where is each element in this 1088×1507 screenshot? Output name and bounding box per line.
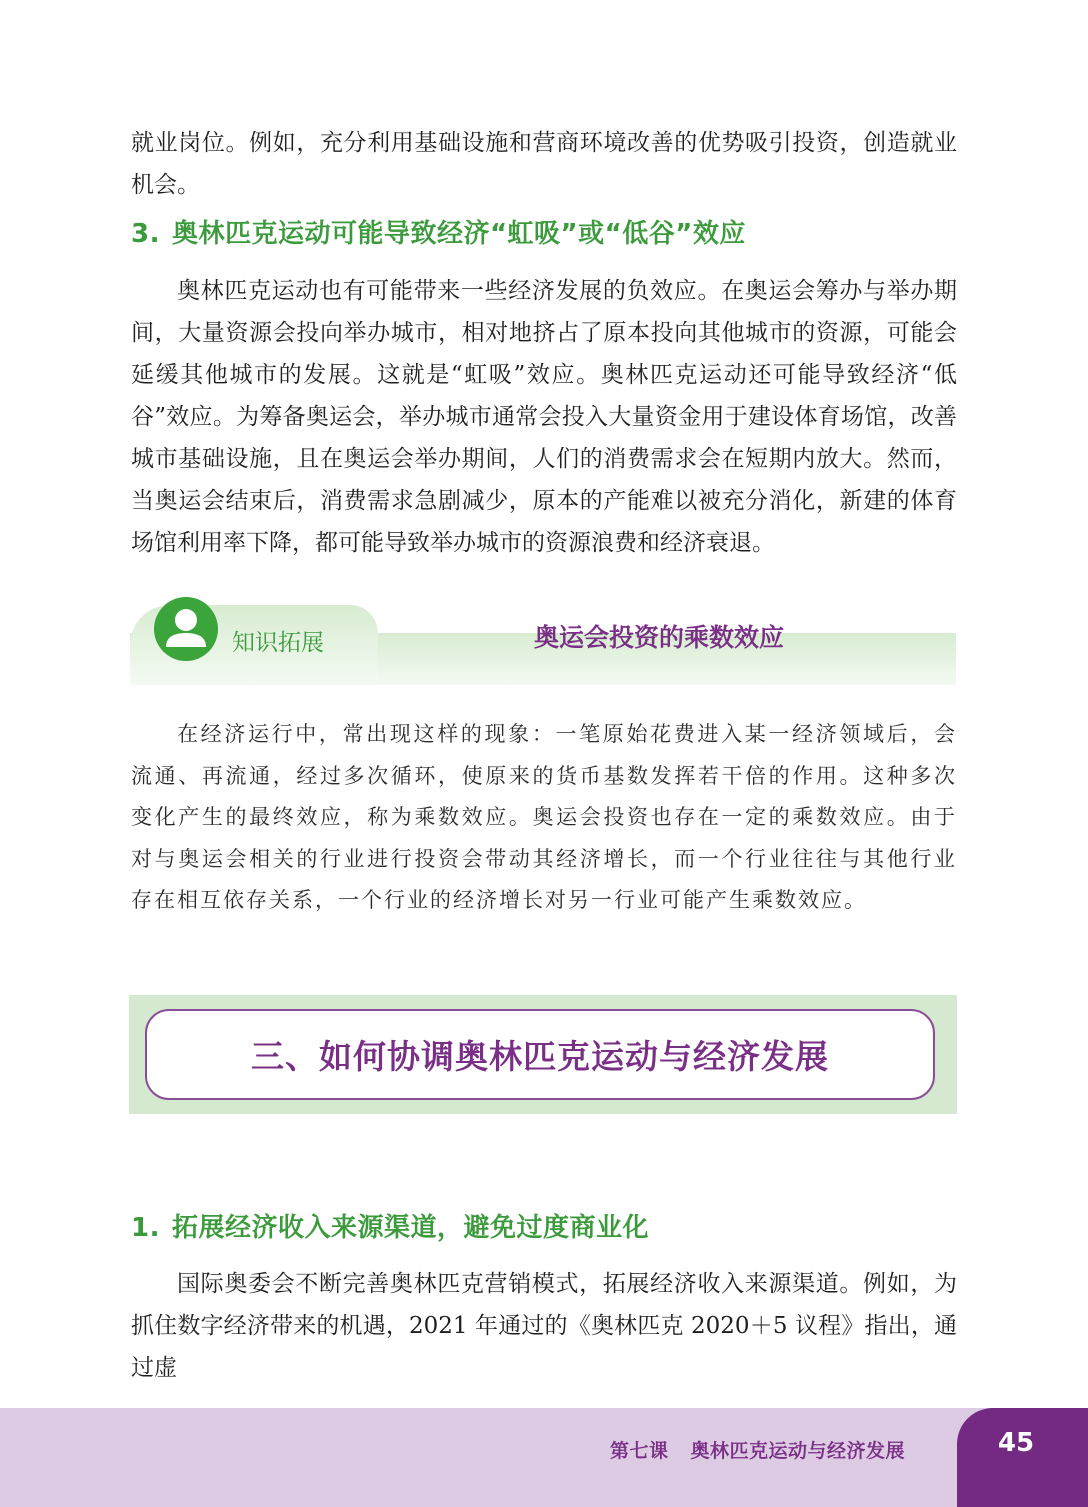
section-heading-1 bbox=[131, 1207, 649, 1244]
person-icon bbox=[154, 597, 218, 661]
footer-lesson: 第七课 bbox=[609, 1440, 669, 1462]
footer-lesson-title: 奥林匹克运动与经济发展 bbox=[690, 1440, 905, 1462]
section-heading-3 bbox=[131, 213, 746, 250]
heading-text: 奥林匹克运动可能导致经济“虹吸”或“低谷”效应 bbox=[171, 219, 746, 249]
page-footer bbox=[0, 1408, 1088, 1507]
footer-running-title bbox=[610, 1436, 905, 1463]
heading-number: 1. bbox=[131, 1213, 160, 1243]
intro-paragraph: 就业岗位。例如，充分利用基础设施和营商环境改善的优势吸引投资，创造就业机会。 bbox=[131, 130, 957, 198]
heading-text: 拓展经济收入来源渠道，避免过度商业化 bbox=[171, 1213, 649, 1243]
body-paragraph-siphon-effect: 奥林匹克运动也有可能带来一些经济发展的负效应。在奥运会筹办与举办期间，大量资源会投向举办城市，相对地挤占了原本投向其他城市的资源，可能会延缓其他城市的发展。这就是“虹吸”效应。奥林匹克运动还可能导致经济“低谷”效应。为筹备奥运会，举办城市通常会投入大量资金用于建设体育场馆，改善城市基础设施，且在奥运会举办期间，人们的消费需求会在短期内放大。然而，当奥运会结束后，消费需求急剧减少，原本的产能难以被充分消化，新建的体育场馆利用率下降，都可能导致举办城市的资源浪费和经济衰退。 bbox=[131, 278, 957, 556]
knowledge-box-label: 知识拓展 bbox=[232, 630, 324, 656]
body-paragraph-revenue-channels: 国际奥委会不断完善奥林匹克营销模式，拓展经济收入来源渠道。例如，为抓住数字经济带来的机遇，2021 年通过的《奥林匹克 2020＋5 议程》指出，通过虚 bbox=[131, 1271, 957, 1381]
section-title-box bbox=[145, 1009, 935, 1100]
page-number: 45 bbox=[997, 1428, 1035, 1458]
knowledge-box-title: 奥运会投资的乘数效应 bbox=[534, 623, 785, 652]
heading-number: 3. bbox=[131, 219, 160, 249]
knowledge-box-text: 在经济运行中，常出现这样的现象：一笔原始花费进入某一经济领域后，会流通、再流通，经过多次循环，使原来的货币基数发挥若干倍的作用。这种多次变化产生的最终效应，称为乘数效应。奥运会投资也存在一定的乘数效应。由于对与奥运会相关的行业进行投资会带动其经济增长，而一个行业往往与其他行业存在相互依存关系，一个行业的经济增长对另一行业可能产生乘数效应。 bbox=[131, 722, 957, 912]
section-title: 三、如何协调奥林匹克运动与经济发展 bbox=[251, 1037, 829, 1076]
